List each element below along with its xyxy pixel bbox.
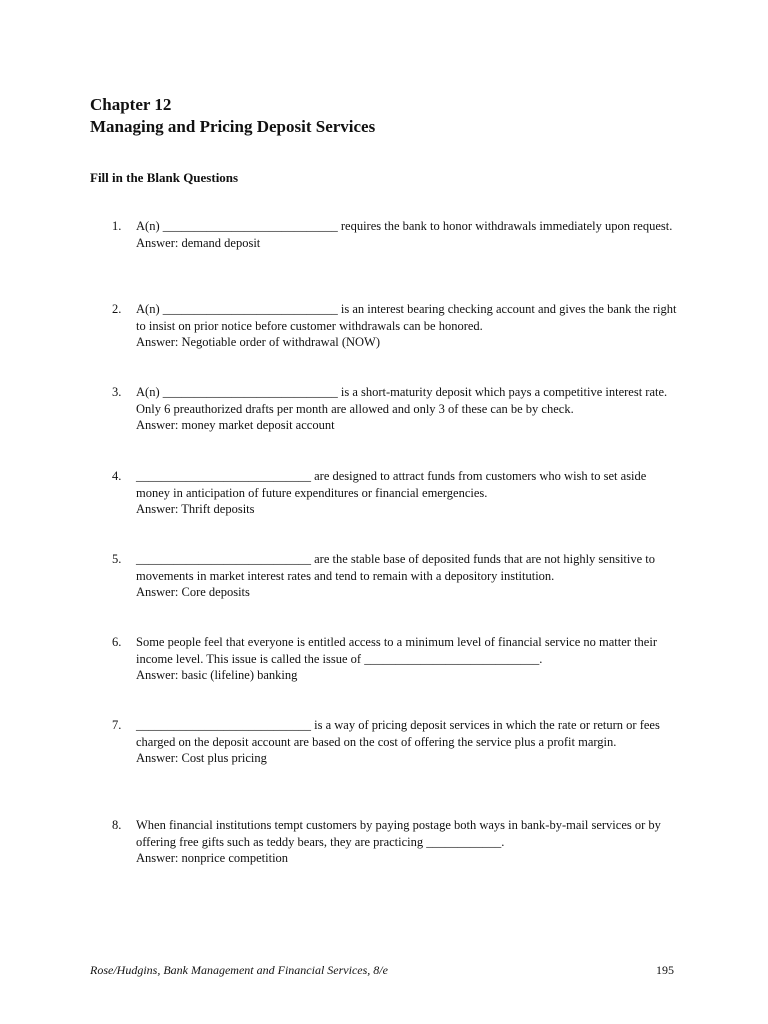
question-answer: Answer: demand deposit: [136, 235, 261, 250]
question-text: ____________________________ is a way of pricing deposit services in which the rate or return or fees charged on the deposit account are based on the cost of offering the service plus a profit margin.: [136, 718, 660, 749]
question-answer: Answer: Thrift deposits: [136, 502, 255, 516]
question-number: 1.: [112, 219, 122, 233]
question-text: A(n) ____________________________ is a short-maturity deposit which pays a competitive interest rate. Only 6 preauthorized drafts per month are allowed and only 3 of these can be by check.: [136, 385, 668, 416]
question-number: 4.: [112, 469, 122, 483]
question-text: Some people feel that everyone is entitled access to a minimum level of financial service no matter their income level. This issue is called the issue of ____________________________.: [136, 635, 657, 666]
question-number: 5.: [112, 552, 122, 566]
question-item: [112, 218, 682, 251]
question-item: [112, 717, 682, 767]
question-item: [112, 468, 682, 518]
question-number: 3.: [112, 385, 122, 399]
chapter-title: Managing and Pricing Deposit Services: [90, 117, 376, 136]
question-text: When financial institutions tempt customers by paying postage both ways in bank-by-mail services or by offering free gifts such as teddy bears, they are practicing ____________.: [136, 818, 661, 849]
chapter-number: Chapter 12: [90, 95, 172, 114]
question-answer: Answer: nonprice competition: [136, 851, 289, 865]
question-number: 6.: [112, 635, 122, 649]
question-text: A(n) ____________________________ is an interest bearing checking account and gives the bank the right to insist on prior notice before customer withdrawals can be honored.: [136, 302, 677, 333]
question-number: 2.: [112, 302, 122, 316]
section-heading: Fill in the Blank Questions: [90, 170, 239, 185]
question-answer: Answer: Core deposits: [136, 585, 250, 599]
question-text: ____________________________ are the stable base of deposited funds that are not highly sensitive to movements in market interest rates and tend to remain with a depository institution.: [136, 552, 656, 583]
question-answer: Answer: money market deposit account: [136, 418, 335, 432]
page-number: 195: [656, 963, 674, 977]
question-text: ____________________________ are designed to attract funds from customers who wish to set aside money in anticipation of future expenditures or financial emergencies.: [136, 469, 647, 500]
question-item: [112, 384, 682, 434]
question-answer: Answer: Negotiable order of withdrawal (NOW): [136, 335, 381, 349]
question-answer: Answer: Cost plus pricing: [136, 751, 267, 765]
question-number: 8.: [112, 818, 122, 832]
footer-citation: Rose/Hudgins, Bank Management and Financial Services, 8/e: [90, 963, 388, 977]
chapter-heading: [90, 94, 375, 138]
question-item: [112, 551, 682, 601]
question-item: [112, 634, 682, 684]
question-number: 7.: [112, 718, 122, 732]
question-answer: Answer: basic (lifeline) banking: [136, 668, 298, 682]
question-item: [112, 817, 682, 867]
question-item: [112, 301, 682, 351]
question-text: A(n) ____________________________ requires the bank to honor withdrawals immediately upon request.: [136, 219, 673, 233]
